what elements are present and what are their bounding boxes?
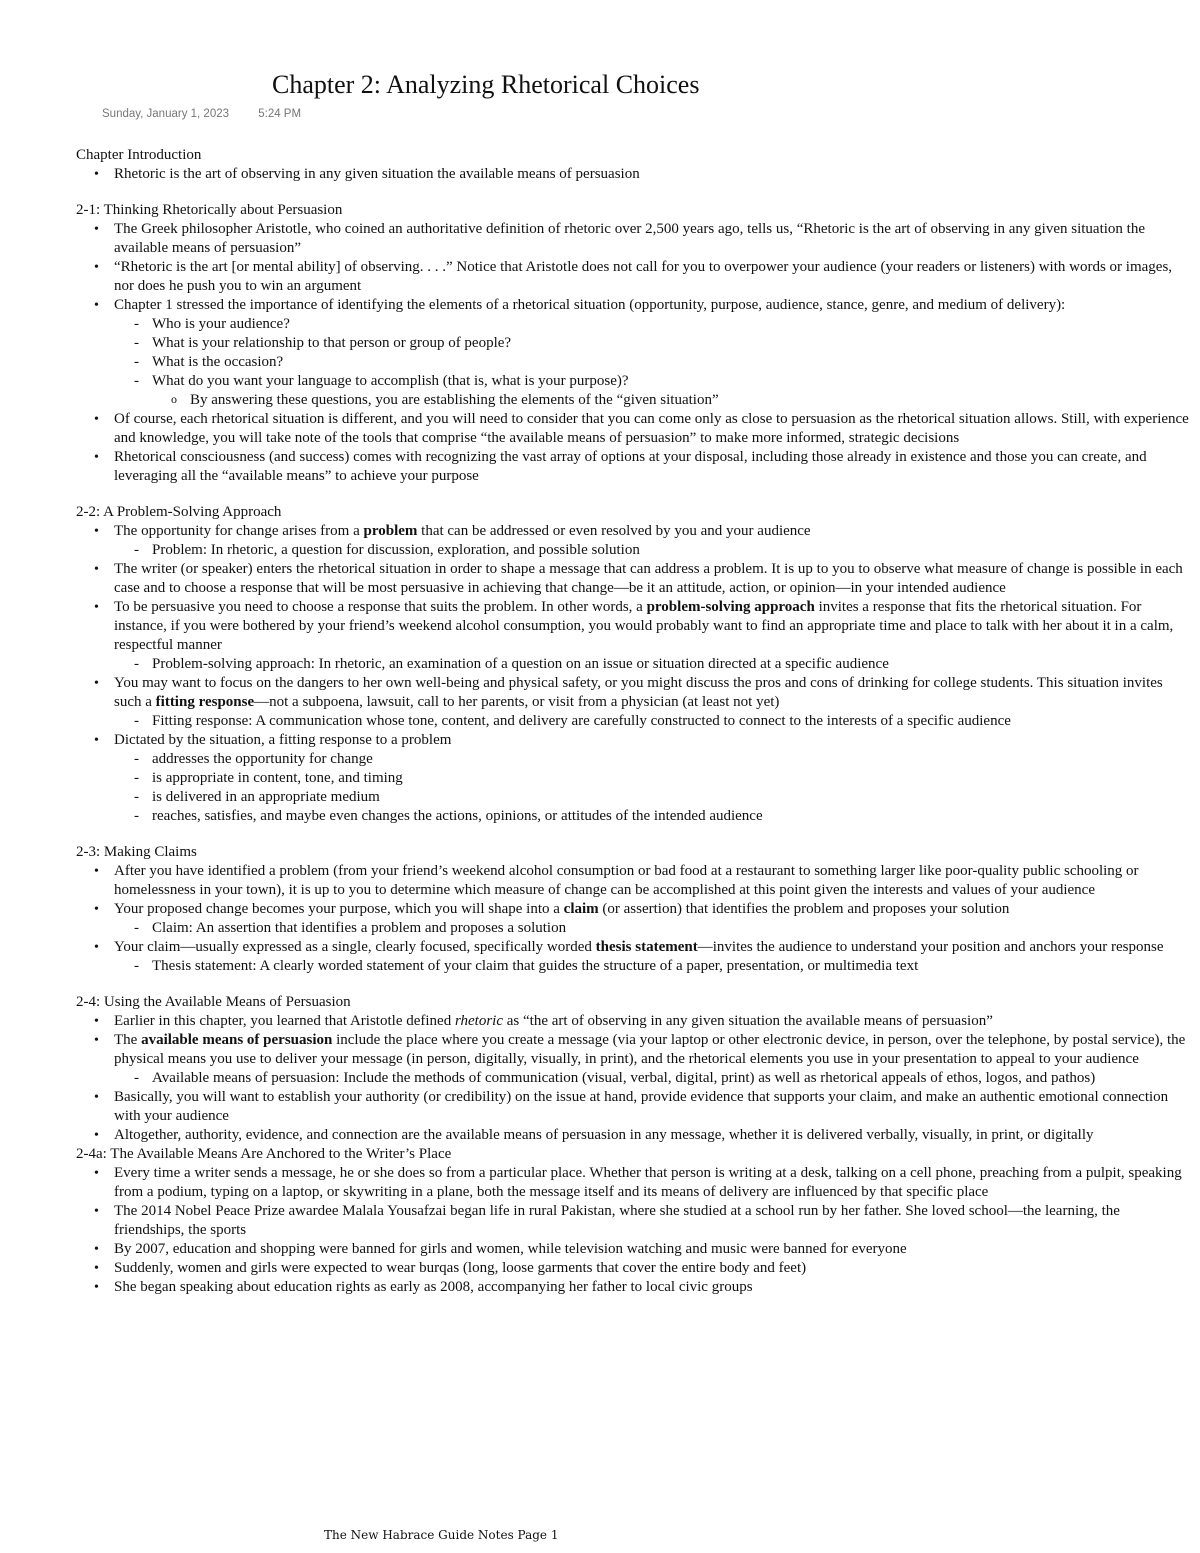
list-item-text: Suddenly, women and girls were expected to wear burqas (long, loose garments that cover the entire body and feet) bbox=[114, 1260, 807, 1276]
list-item-text: After you have identified a problem (from your friend’s weekend alcohol consumption or bad food at a restaurant to something larger like poor-quality public schooling or homelessness in your town), it is up to you to determine which measure of change can be accomplished at this point given the interests and values of your audience bbox=[114, 863, 1139, 898]
list-item-text: What is the occasion? bbox=[152, 354, 284, 370]
list-item-text: Earlier in this chapter, you learned that Aristotle defined rhetoric as “the art of observing in any given situation the available means of persuasion” bbox=[114, 1013, 993, 1029]
list-item bbox=[114, 353, 1191, 372]
list-level-1 bbox=[76, 1164, 1191, 1297]
list-item bbox=[114, 1069, 1191, 1088]
list-item-text: Problem-solving approach: In rhetoric, an examination of a question on an issue or situation directed at a specific audience bbox=[152, 656, 889, 672]
section bbox=[76, 503, 1191, 826]
page-title: Chapter 2: Analyzing Rhetorical Choices bbox=[272, 70, 700, 99]
list-item-text: By answering these questions, you are establishing the elements of the “given situation” bbox=[190, 392, 719, 408]
section-heading: 2-4: Using the Available Means of Persuasion bbox=[76, 994, 351, 1010]
list-item bbox=[76, 674, 1191, 731]
list-level-2 bbox=[114, 957, 1191, 976]
list-item-text: Dictated by the situation, a fitting response to a problem bbox=[114, 732, 452, 748]
section-heading: 2-1: Thinking Rhetorically about Persuasion bbox=[76, 202, 343, 218]
list-item bbox=[114, 919, 1191, 938]
section bbox=[76, 201, 1191, 486]
note-body bbox=[76, 146, 1191, 1314]
list-item bbox=[76, 1202, 1191, 1240]
note-time: 5:24 PM bbox=[258, 108, 302, 120]
list-item-text: The opportunity for change arises from a problem that can be addressed or even resolved by you and your audience bbox=[114, 523, 811, 539]
section bbox=[76, 1145, 1191, 1297]
page-footer: The New Habrace Guide Notes Page 1 bbox=[324, 1528, 559, 1542]
note-date: Sunday, January 1, 2023 bbox=[102, 108, 230, 120]
list-item-text: Who is your audience? bbox=[152, 316, 290, 332]
list-item-text: Altogether, authority, evidence, and connection are the available means of persuasion in any message, whether it is delivered verbally, visually, in print, or digitally bbox=[114, 1127, 1094, 1143]
list-item bbox=[114, 541, 1191, 560]
list-item-text: Basically, you will want to establish your authority (or credibility) on the issue at hand, provide evidence that supports your claim, and make an authentic emotional connection with your audience bbox=[114, 1089, 1169, 1124]
list-item-text: Problem: In rhetoric, a question for discussion, exploration, and possible solution bbox=[152, 542, 640, 558]
list-level-2 bbox=[114, 655, 1191, 674]
list-item-text: Fitting response: A communication whose tone, content, and delivery are carefully constructed to connect to the interests of a specific audience bbox=[152, 713, 1011, 729]
list-item-text: Rhetorical consciousness (and success) comes with recognizing the vast array of options at your disposal, including those already in existence and those you can create, and leveraging all the “available means” to achieve your purpose bbox=[114, 449, 1147, 484]
list-item bbox=[76, 165, 1191, 184]
list-item bbox=[76, 560, 1191, 598]
list-item bbox=[114, 334, 1191, 353]
list-level-2 bbox=[114, 750, 1191, 826]
list-item-text: To be persuasive you need to choose a response that suits the problem. In other words, a problem-solving approach invites a response that fits the rhetorical situation. For instance, if you were bothered by your friend’s weekend alcohol consumption, you would probably want to find an appropriate time and place to talk with her about it in a calm, respectful manner bbox=[114, 599, 1174, 653]
list-item bbox=[76, 598, 1191, 674]
list-item bbox=[76, 1126, 1191, 1145]
list-item bbox=[76, 448, 1191, 486]
list-level-1 bbox=[76, 165, 1191, 184]
list-item bbox=[114, 788, 1191, 807]
section bbox=[76, 993, 1191, 1145]
list-item bbox=[114, 769, 1191, 788]
list-item bbox=[76, 938, 1191, 976]
list-item-text: addresses the opportunity for change bbox=[152, 751, 373, 767]
list-item-text: is delivered in an appropriate medium bbox=[152, 789, 380, 805]
list-item-text: Of course, each rhetorical situation is different, and you will need to consider that you can come only as close to persuasion as the rhetorical situation allows. Still, with experience and knowledge, you will take note of the tools that comprise “the available means of persuasion” to make more informed, strategic decisions bbox=[114, 411, 1189, 446]
section bbox=[76, 843, 1191, 976]
list-item bbox=[114, 807, 1191, 826]
list-item-text: The writer (or speaker) enters the rhetorical situation in order to shape a message that can address a problem. It is up to you to observe what measure of change is possible in each case and to choose a response that will be most persuasive in achieving that change—be it an attitude, action, or opinion—in your intended audience bbox=[114, 561, 1183, 596]
list-item-text: She began speaking about education rights as early as 2008, accompanying her father to local civic groups bbox=[114, 1279, 753, 1295]
list-item bbox=[114, 712, 1191, 731]
list-level-1 bbox=[76, 1012, 1191, 1145]
list-item-text: Every time a writer sends a message, he or she does so from a particular place. Whether that person is writing at a desk, talking on a cell phone, preaching from a pulpit, speaking from a podium, typing on a laptop, or skywriting in a plane, both the message itself and its means of delivery are influenced by that specific place bbox=[114, 1165, 1182, 1200]
list-level-2 bbox=[114, 315, 1191, 410]
list-item-text: The 2014 Nobel Peace Prize awardee Malala Yousafzai began life in rural Pakistan, where she studied at a school run by her father. She loved school—the learning, the friendships, the sports bbox=[114, 1203, 1120, 1238]
list-item bbox=[76, 1088, 1191, 1126]
list-item bbox=[76, 258, 1191, 296]
list-item-text: Your proposed change becomes your purpose, which you will shape into a claim (or assertion) that identifies the problem and proposes your solution bbox=[114, 901, 1010, 917]
list-item bbox=[76, 410, 1191, 448]
list-level-1 bbox=[76, 220, 1191, 486]
list-item bbox=[76, 220, 1191, 258]
list-item-text: Available means of persuasion: Include the methods of communication (visual, verbal, digital, print) as well as rhetorical appeals of ethos, logos, and pathos) bbox=[152, 1070, 1096, 1086]
note-timestamp bbox=[102, 108, 301, 120]
list-item bbox=[76, 1164, 1191, 1202]
list-item-text: “Rhetoric is the art [or mental ability] of observing. . . .” Notice that Aristotle does not call for you to overpower your audience (your readers or listeners) with words or images, nor does he push you to win an argument bbox=[114, 259, 1173, 294]
section-heading: 2-4a: The Available Means Are Anchored to the Writer’s Place bbox=[76, 1146, 452, 1162]
list-item-text: Rhetoric is the art of observing in any given situation the available means of persuasion bbox=[114, 166, 640, 182]
list-item-text: The available means of persuasion include the place where you create a message (via your laptop or other electronic device, in person, over the telephone, by postal service), the physical means you use to deliver your message (in person, digitally, visually, in print), and the rhetorical elements you use in your presentation to appeal to your audience bbox=[114, 1032, 1186, 1067]
list-item bbox=[76, 1031, 1191, 1088]
list-item bbox=[76, 296, 1191, 410]
list-item-text: You may want to focus on the dangers to her own well-being and physical safety, or you might discuss the pros and cons of drinking for college students. This situation invites such a fitting response—not a subpoena, lawsuit, call to her parents, or visit from a physician (at least not yet) bbox=[114, 675, 1163, 710]
list-item-text: The Greek philosopher Aristotle, who coined an authoritative definition of rhetoric over 2,500 years ago, tells us, “Rhetoric is the art of observing in any given situation the available means of persuasion” bbox=[114, 221, 1145, 256]
section-heading: 2-2: A Problem-Solving Approach bbox=[76, 504, 282, 520]
list-level-2 bbox=[114, 1069, 1191, 1088]
list-item-text: reaches, satisfies, and maybe even changes the actions, opinions, or attitudes of the intended audience bbox=[152, 808, 763, 824]
list-item bbox=[76, 1012, 1191, 1031]
list-item bbox=[114, 957, 1191, 976]
section-heading: Chapter Introduction bbox=[76, 147, 202, 163]
list-item bbox=[76, 1278, 1191, 1297]
list-item-text: Thesis statement: A clearly worded statement of your claim that guides the structure of a paper, presentation, or multimedia text bbox=[152, 958, 919, 974]
list-item bbox=[152, 391, 1191, 410]
list-item-text: Your claim—usually expressed as a single, clearly focused, specifically worded thesis statement—invites the audience to understand your position and anchors your response bbox=[114, 939, 1164, 955]
list-item bbox=[76, 731, 1191, 826]
list-level-2 bbox=[114, 712, 1191, 731]
list-level-3 bbox=[152, 391, 1191, 410]
list-item-text: is appropriate in content, tone, and timing bbox=[152, 770, 403, 786]
section-heading: 2-3: Making Claims bbox=[76, 844, 197, 860]
list-item-text: Claim: An assertion that identifies a problem and proposes a solution bbox=[152, 920, 567, 936]
list-item bbox=[76, 900, 1191, 938]
list-level-1 bbox=[76, 522, 1191, 826]
section bbox=[76, 146, 1191, 184]
list-item bbox=[114, 655, 1191, 674]
list-item bbox=[114, 750, 1191, 769]
list-item bbox=[114, 372, 1191, 410]
list-level-1 bbox=[76, 862, 1191, 976]
list-item-text: What do you want your language to accomplish (that is, what is your purpose)? bbox=[152, 373, 629, 389]
list-item bbox=[76, 1240, 1191, 1259]
list-item bbox=[76, 522, 1191, 560]
list-item-text: Chapter 1 stressed the importance of identifying the elements of a rhetorical situation (opportunity, purpose, audience, stance, genre, and medium of delivery): bbox=[114, 297, 1066, 313]
list-item-text: What is your relationship to that person or group of people? bbox=[152, 335, 512, 351]
list-level-2 bbox=[114, 919, 1191, 938]
list-item-text: By 2007, education and shopping were banned for girls and women, while television watching and music were banned for everyone bbox=[114, 1241, 907, 1257]
list-level-2 bbox=[114, 541, 1191, 560]
list-item bbox=[76, 862, 1191, 900]
list-item bbox=[76, 1259, 1191, 1278]
list-item bbox=[114, 315, 1191, 334]
